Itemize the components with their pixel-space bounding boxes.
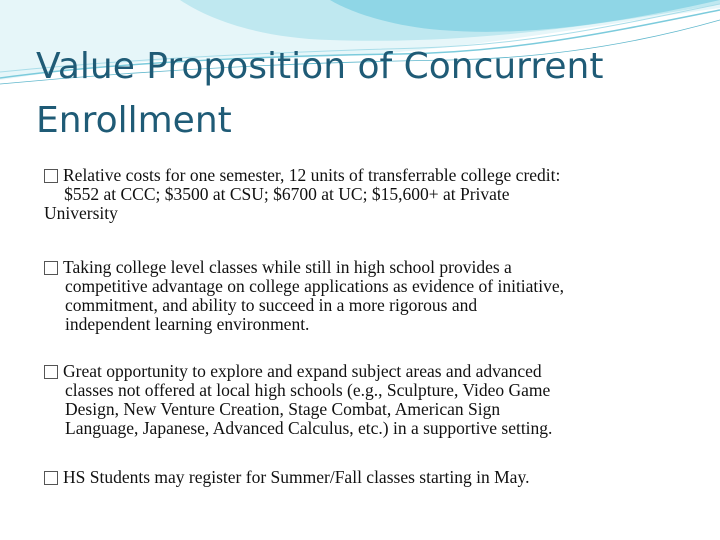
bullet-line — [44, 258, 694, 277]
bullet-text: HS Students may register for Summer/Fall classes starting in May. — [63, 467, 530, 487]
bullet-line — [44, 362, 694, 381]
bullet-line — [44, 166, 694, 185]
bullet-item-advantage — [44, 258, 694, 334]
bullet-box-icon — [44, 169, 58, 183]
bullet-text: Taking college level classes while still in high school provides a — [63, 257, 512, 277]
bullet-text: Great opportunity to explore and expand subject areas and advanced — [63, 361, 542, 381]
bullet-box-icon — [44, 471, 58, 485]
bullet-line: Design, New Venture Creation, Stage Combat, American Sign — [65, 399, 501, 419]
bullet-line — [44, 468, 694, 487]
bullet-line: classes not offered at local high schools (e.g., Sculpture, Video Game — [65, 380, 551, 400]
bullet-text: Relative costs for one semester, 12 units of transferrable college credit: — [63, 165, 561, 185]
bullet-line: $552 at CCC; $3500 at CSU; $6700 at UC; $15,600+ at Private — [51, 184, 510, 204]
bullet-line: competitive advantage on college applications as evidence of initiative, — [65, 276, 565, 296]
bullet-item-opportunity — [44, 362, 694, 438]
bullet-line: Language, Japanese, Advanced Calculus, etc.) in a supportive setting. — [65, 418, 553, 438]
slide-title — [36, 40, 696, 148]
bullet-line: independent learning environment. — [65, 314, 310, 334]
bullet-item-costs — [44, 166, 694, 223]
bullet-box-icon — [44, 261, 58, 275]
title-line-1: Value Proposition of Concurrent — [36, 46, 604, 87]
bullet-box-icon — [44, 365, 58, 379]
bullet-item-registration — [44, 468, 694, 487]
bullet-line: commitment, and ability to succeed in a more rigorous and — [65, 295, 478, 315]
title-line-2: Enrollment — [36, 100, 232, 141]
bullet-line: University — [44, 203, 118, 223]
